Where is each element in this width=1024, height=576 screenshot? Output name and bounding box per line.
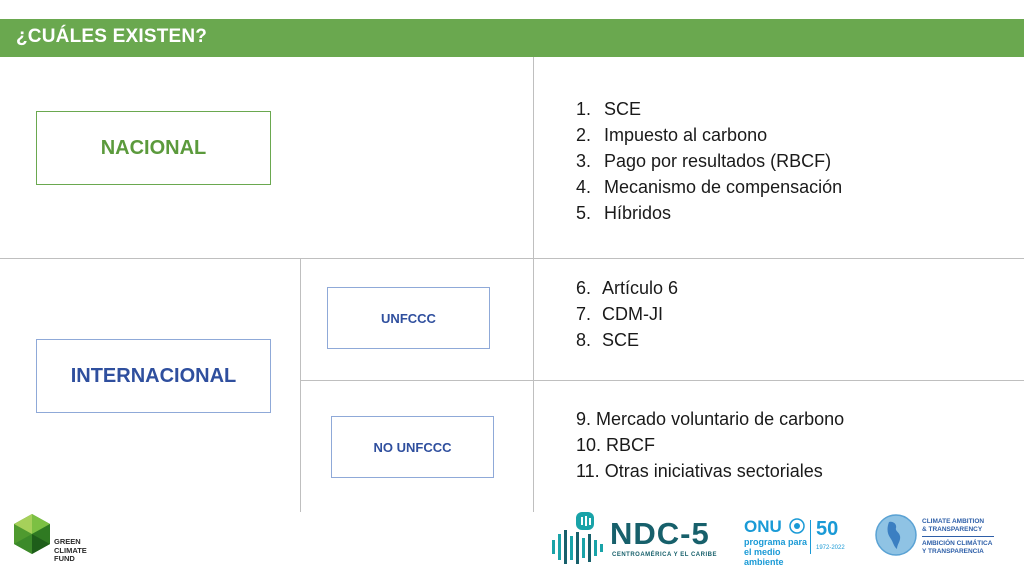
list-item: 4. Mecanismo de compensación — [576, 177, 843, 197]
divider-vertical-main — [533, 57, 534, 512]
unfccc-box — [327, 287, 490, 349]
ndc-waveform-icon — [548, 512, 606, 568]
no-unfccc-list — [576, 406, 844, 484]
internacional-label: INTERNACIONAL — [70, 364, 237, 387]
nacional-list — [576, 96, 842, 226]
unfccc-list — [576, 275, 678, 353]
climate-ambition-text: CLIMATE AMBITION & TRANSPARENCY — [922, 518, 985, 533]
list-item: 1. SCE — [576, 99, 642, 119]
ndc-logo-title: NDC-5 — [610, 516, 710, 551]
list-item: 8. SCE — [576, 330, 640, 350]
divider-vertical-sub — [300, 258, 301, 512]
ambicion-climatica-text: AMBICIÓN CLIMÁTICA Y TRANSPARENCIA — [922, 540, 993, 555]
list-item: 10. RBCF — [576, 435, 656, 455]
no-unfccc-label: NO UNFCCC — [373, 439, 452, 455]
globe-americas-icon — [875, 514, 917, 556]
list-item: 9. Mercado voluntario de carbono — [576, 409, 845, 429]
ndc-logo-subtitle: CENTROAMÉRICA Y EL CARIBE — [612, 552, 717, 558]
onu-divider — [810, 520, 811, 554]
list-item: 11. Otras iniciativas sectoriales — [576, 461, 823, 481]
un-emblem-icon — [789, 518, 805, 534]
gcf-logo-text: GREEN CLIMATE FUND — [54, 537, 87, 563]
climate-ambition-divider — [922, 536, 994, 537]
title-bar — [0, 19, 1024, 57]
page-title: ¿CUÁLES EXISTEN? — [16, 26, 208, 47]
list-item: 6. Artículo 6 — [576, 278, 679, 298]
onu-logo-title: ONU — [744, 517, 782, 536]
internacional-box — [36, 339, 271, 413]
list-item: 3. Pago por resultados (RBCF) — [576, 151, 832, 171]
divider-nacional-internacional — [0, 258, 1024, 259]
list-item: 5. Híbridos — [576, 203, 672, 223]
onu-years: 1972-2022 — [816, 545, 845, 551]
unfccc-label: UNFCCC — [381, 310, 436, 326]
divider-unfccc-no-unfccc — [300, 380, 1024, 381]
green-climate-fund-logo — [10, 512, 54, 556]
list-item: 2. Impuesto al carbono — [576, 125, 768, 145]
nacional-label: NACIONAL — [100, 136, 207, 159]
onu-50-anniversary: 50 — [816, 518, 839, 540]
onu-logo-subtitle: programa para el medio ambiente — [744, 537, 808, 567]
list-item: 7. CDM-JI — [576, 304, 663, 324]
nacional-box — [36, 111, 271, 185]
no-unfccc-box — [331, 416, 494, 478]
